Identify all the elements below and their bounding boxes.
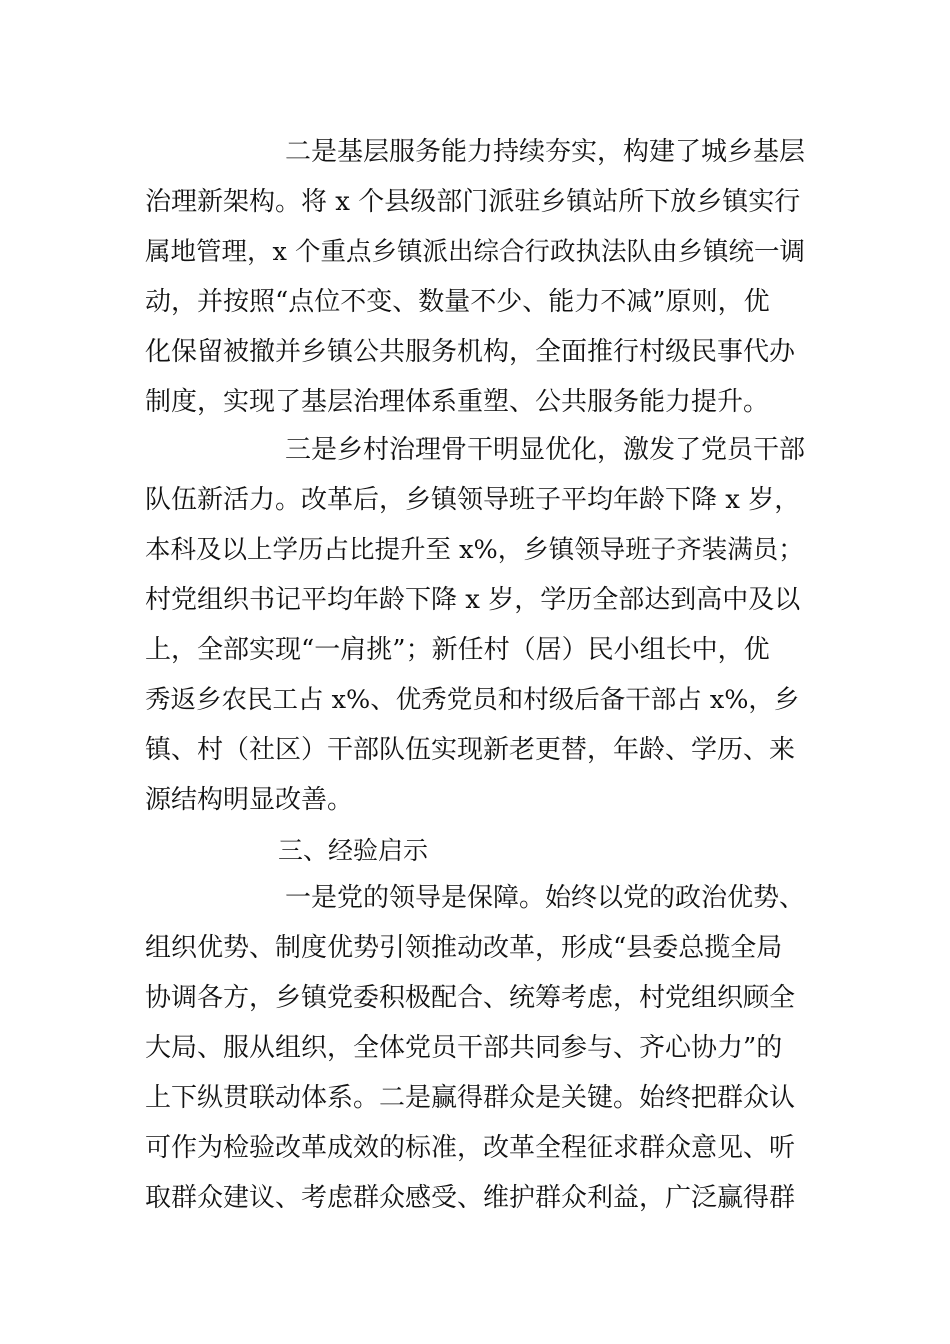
paragraph-4-line-4: 大局、服从组织，全体党员干部共同参与、齐心协力”的: [145, 1033, 783, 1063]
paragraph-3-line-4: 村党组织书记平均年龄下降 x 岁，学历全部达到高中及以: [145, 585, 801, 615]
paragraph-2-line-4: 动，并按照“点位不变、数量不少、能力不减”原则，优: [145, 287, 770, 317]
paragraph-3-line-5: 上，全部实现“一肩挑”；新任村（居）民小组长中，优: [145, 635, 770, 665]
paragraph-2-line-5: 化保留被撤并乡镇公共服务机构，全面推行村级民事代办: [145, 337, 796, 367]
paragraph-4-line-7: 取群众建议、考虑群众感受、维护群众利益，广泛赢得群: [145, 1183, 796, 1213]
section-heading: 三、经验启示: [278, 836, 429, 865]
paragraph-3-line-7: 镇、村（社区）干部队伍实现新老更替，年龄、学历、来: [145, 735, 796, 765]
paragraph-4-line-1: 一是党的领导是保障。始终以党的政治优势、: [285, 883, 806, 913]
paragraph-2-line-1: 二是基层服务能力持续夯实，构建了城乡基层: [285, 137, 806, 167]
paragraph-4-line-3: 协调各方，乡镇党委积极配合、统筹考虑，村党组织顾全: [145, 983, 796, 1013]
paragraph-3-line-6: 秀返乡农民工占 x%、优秀党员和村级后备干部占 x%，乡: [145, 685, 800, 715]
paragraph-3-line-3: 本科及以上学历占比提升至 x%，乡镇领导班子齐装满员；: [145, 535, 804, 565]
paragraph-4-line-2: 组织优势、制度优势引领推动改革，形成“县委总揽全局: [145, 933, 783, 963]
paragraph-4-line-6: 可作为检验改革成效的标准，改革全程征求群众意见、听: [145, 1133, 796, 1163]
paragraph-3-line-1: 三是乡村治理骨干明显优化，激发了党员干部: [285, 435, 806, 465]
paragraph-3-line-2: 队伍新活力。改革后，乡镇领导班子平均年龄下降 x 岁，: [145, 485, 801, 515]
paragraph-3-line-8: 源结构明显改善。: [145, 785, 354, 815]
paragraph-2-line-6: 制度，实现了基层治理体系重塑、公共服务能力提升。: [145, 387, 770, 417]
paragraph-2-line-2: 治理新架构。将 x 个县级部门派驻乡镇站所下放乡镇实行: [145, 187, 801, 217]
paragraph-2-line-3: 属地管理，x 个重点乡镇派出综合行政执法队由乡镇统一调: [145, 237, 805, 267]
paragraph-4-line-5: 上下纵贯联动体系。二是赢得群众是关键。始终把群众认: [145, 1083, 796, 1113]
